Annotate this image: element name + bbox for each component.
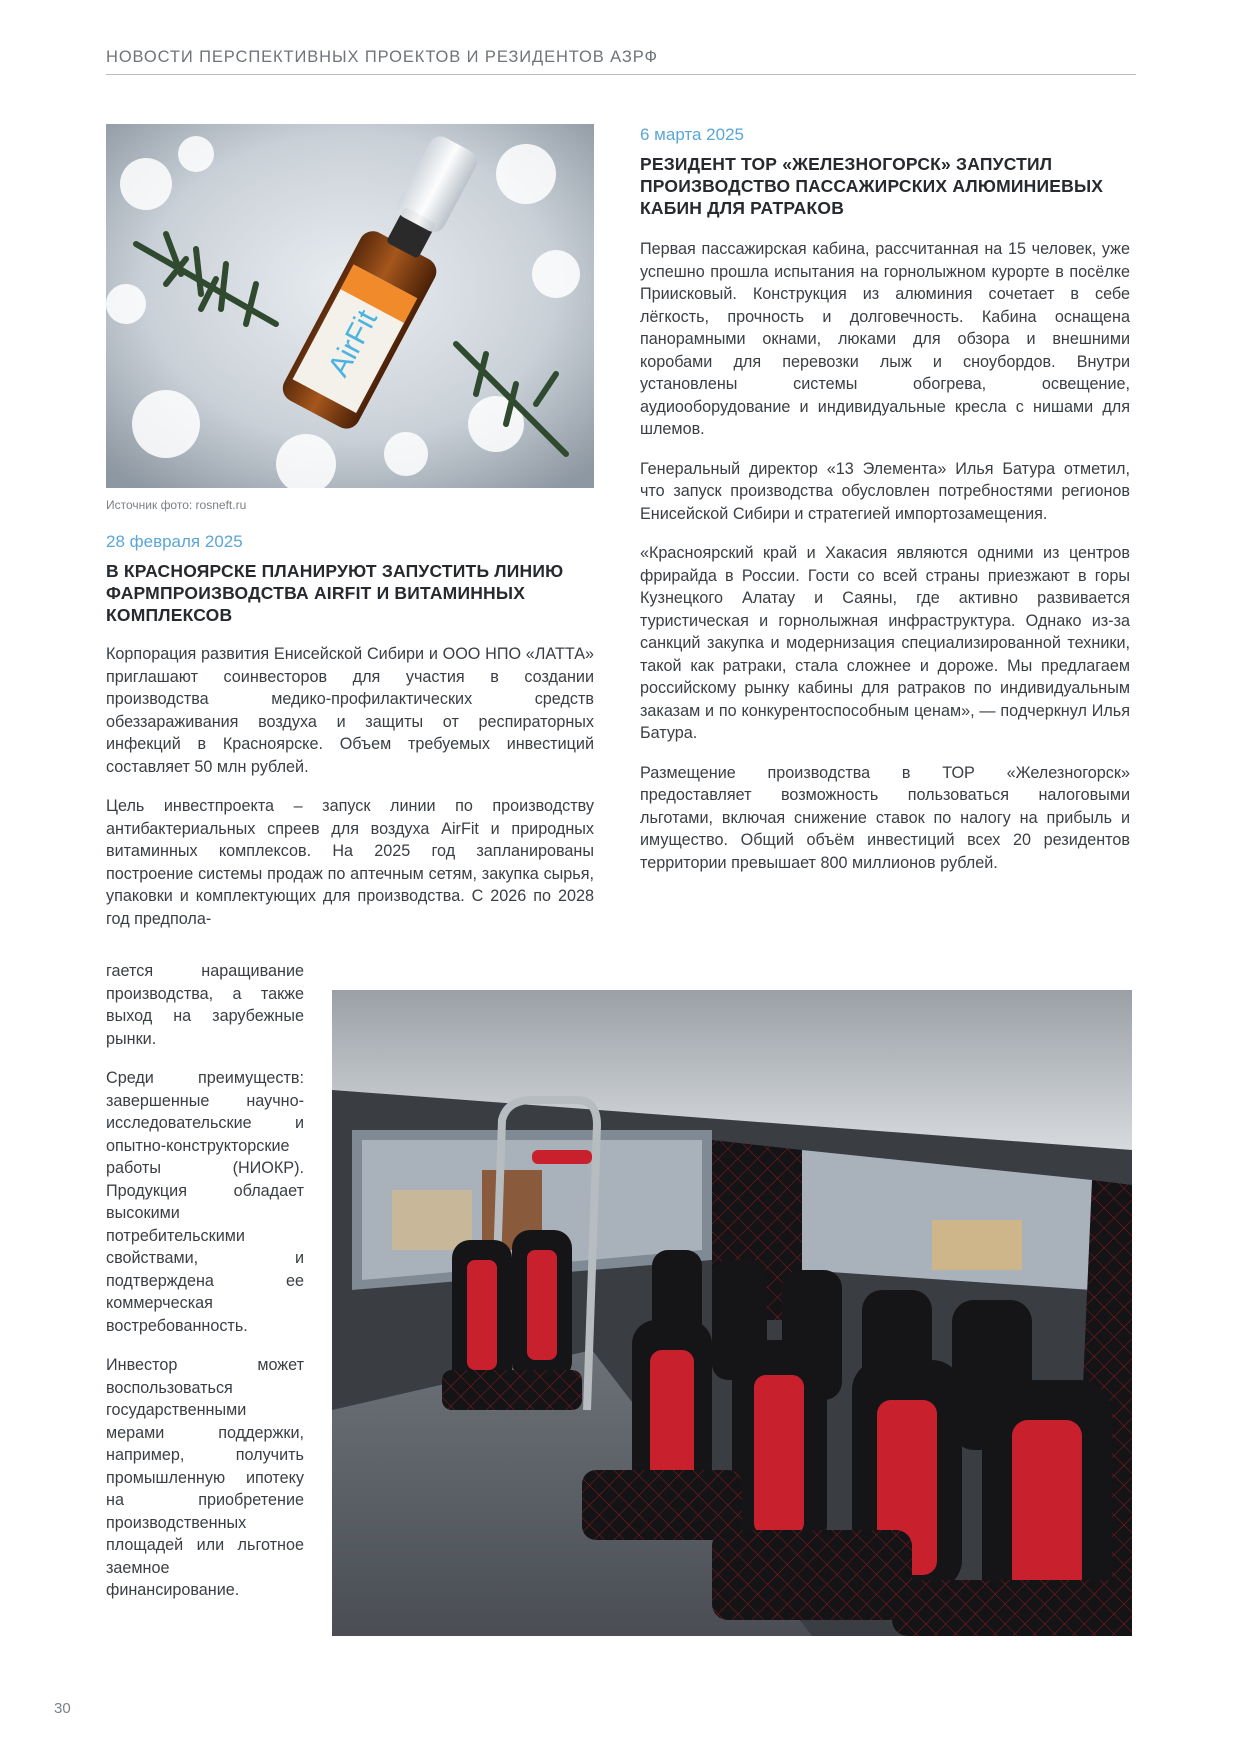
photo-caption: Источник фото: rosneft.ru <box>106 498 247 512</box>
page-number: 30 <box>54 1700 71 1717</box>
left-article-paragraph: Цель инвестпроекта – запуск линии по производству антибактериальных спреев для воздуха AirFit и природных витаминных комплексов. На 2025 год запланированы построение системы продаж по аптечным сетям, закупка сырья, упаковки и комплектующих для производства. С 2026 по 2028 год предпола- <box>106 797 594 928</box>
right-article-date: 6 марта 2025 <box>640 125 744 144</box>
airfit-spray-photo <box>106 124 594 488</box>
cabin-interior-photo <box>332 990 1132 1636</box>
left-article-paragraph: гается наращивание производства, а также выход на зарубежные рынки. <box>106 962 304 1048</box>
header-divider <box>106 74 1136 75</box>
left-article-headline: В КРАСНОЯРСКЕ ПЛАНИРУЮТ ЗАПУСТИТЬ ЛИНИЮ ФАРМПРОИЗВОДСТВА AIRFIT И ВИТАМИННЫХ КОМПЛЕКСОВ <box>106 561 564 625</box>
left-article-paragraph: Инвестор может воспользоваться государственными мерами поддержки, например, получить промышленную ипотеку на приобретение производственных площадей или льготное заемное финансирование. <box>106 1356 304 1599</box>
left-article-date: 28 февраля 2025 <box>106 532 243 551</box>
right-article-paragraph: Генеральный директор «13 Элемента» Илья Батура отметил, что запуск производства обусловлен потребностями регионов Енисейской Сибири и стратегией импортозамещения. <box>640 459 1130 523</box>
right-article-paragraph: «Красноярский край и Хакасия являются одними из центров фрирайда в России. Гости со всей страны приезжают в горы Кузнецкого Алатау и Саяны, где активно развивается туристическая и горнолыжная инфраструктура. Однако из-за санкций закупка и модернизация специализированной техники, такой как ратраки, стала сложнее и дороже. Мы предлагаем российскому рынку кабины для ратраков по индивидуальным заказам и по конкурентоспособным ценам», — подчеркнул Илья Батура. <box>640 544 1130 742</box>
left-article-paragraph: Среди преимуществ: завершенные научно-исследовательские и опытно-конструкторские работы (НИОКР). Продукция обладает высокими потребительскими свойствами, и подтверждена ее коммерческая востребованность. <box>106 1069 304 1335</box>
right-article-headline: РЕЗИДЕНТ ТОР «ЖЕЛЕЗНОГОРСК» ЗАПУСТИЛ ПРОИЗВОДСТВО ПАССАЖИРСКИХ АЛЮМИНИЕВЫХ КАБИН ДЛЯ РАТРАКОВ <box>640 154 1104 218</box>
left-article-body <box>106 643 594 930</box>
airfit-logo-text: AirFit <box>321 304 384 383</box>
right-article-body <box>640 238 1130 891</box>
left-article-paragraph: Корпорация развития Енисейской Сибири и ООО НПО «ЛАТТА» приглашают соинвесторов для участия в создании производства медико-профилактических средств обеззараживания воздуха и защиты от респираторных инфекций в Красноярске. Объем требуемых инвестиций составляет 50 млн рублей. <box>106 645 594 776</box>
right-article-paragraph: Размещение производства в ТОР «Железногорск» предоставляет возможность пользоваться налоговыми льготами, включая снижение ставок по налогу на прибыль и имущество. Общий объём инвестиций всех 20 резидентов территории превышает 800 миллионов рублей. <box>640 763 1130 872</box>
left-narrow-column <box>106 960 304 1619</box>
running-header: НОВОСТИ ПЕРСПЕКТИВНЫХ ПРОЕКТОВ И РЕЗИДЕНТОВ АЗРФ <box>106 48 658 66</box>
right-article-paragraph: Первая пассажирская кабина, рассчитанная на 15 человек, уже успешно прошла испытания на горнолыжном курорте в посёлке Приисковый. Конструкция из алюминия сочетает в себе лёгкость, прочность и долговечность. Кабина оснащена панорамными окнами, люками для обзора и внешними коробами для перевозки лыж и сноубордов. Внутри установлены системы обогрева, освещение, аудиооборудование и индивидуальные кресла с нишами для шлемов. <box>640 240 1130 438</box>
